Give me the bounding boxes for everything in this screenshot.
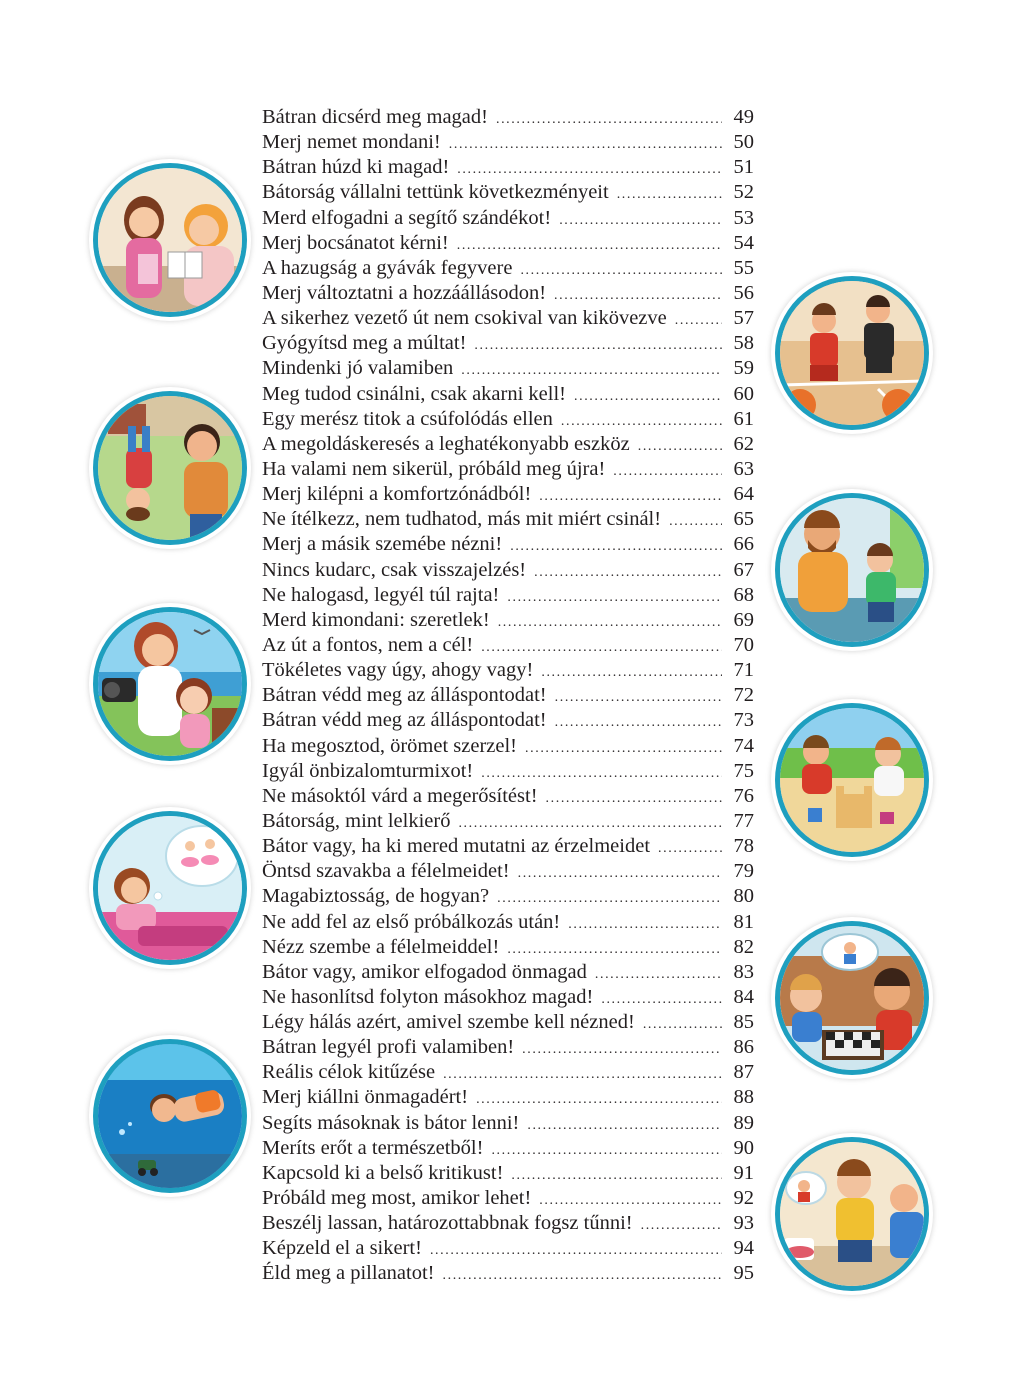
- toc-page-number: 53: [733, 206, 754, 229]
- toc-page-number: 57: [733, 307, 754, 330]
- toc-page-number: 65: [733, 508, 754, 531]
- toc-entry: [262, 256, 754, 281]
- toc-entry: [262, 1136, 754, 1161]
- illustration-girl-and-mother-reading: [98, 168, 242, 312]
- toc-entry: [262, 482, 754, 507]
- toc-entry-title: Képzeld el a sikert!: [262, 1237, 422, 1260]
- toc-page-number: 86: [733, 1036, 754, 1059]
- toc-dot-leader: [491, 1138, 722, 1163]
- toc-entry: [262, 708, 754, 733]
- camera-scene-image: [98, 612, 242, 756]
- toc-entry: [262, 407, 754, 432]
- toc-page-number: 63: [733, 457, 754, 480]
- toc-entry-title: Merd kimondani: szeretlek!: [262, 608, 490, 631]
- toc-entry-title: Az út a fontos, nem a cél!: [262, 633, 474, 656]
- illustration-mother-with-camera-and-girl: [98, 612, 242, 756]
- toc-entry: [262, 884, 754, 909]
- illustration-child-and-father-playing: [98, 396, 242, 540]
- toc-dot-leader: [641, 1213, 722, 1238]
- toc-page-number: 82: [733, 935, 754, 958]
- toc-entry: [262, 1060, 754, 1085]
- toc-page-number: 93: [733, 1212, 754, 1235]
- toc-page-number: 74: [733, 734, 754, 757]
- toc-entry-title: A sikerhez vezető út nem csokival van kikövezve: [262, 307, 667, 330]
- toc-entry: [262, 910, 754, 935]
- toc-entry-title: Mindenki jó valamiben: [262, 357, 454, 380]
- toc-dot-leader: [457, 157, 722, 182]
- toc-dot-leader: [613, 459, 722, 484]
- toc-dot-leader: [554, 283, 722, 308]
- reading-scene-image: [98, 168, 242, 312]
- toc-dot-leader: [595, 962, 722, 987]
- toc-entry: [262, 281, 754, 306]
- illustration-boy-thinking-with-friend: [780, 1142, 924, 1286]
- toc-dot-leader: [534, 560, 722, 585]
- toc-dot-leader: [561, 409, 722, 434]
- toc-dot-leader: [449, 132, 722, 157]
- toc-entry: [262, 834, 754, 859]
- toc-entry: [262, 180, 754, 205]
- toc-page-number: 90: [733, 1136, 754, 1159]
- toc-entry: [262, 1211, 754, 1236]
- toc-dot-leader: [546, 786, 722, 811]
- father-son-scene-image: [780, 498, 924, 642]
- toc-entry-title: Egy merész titok a csúfolódás ellen: [262, 407, 553, 430]
- toc-entry: [262, 1010, 754, 1035]
- toc-page-number: 58: [733, 332, 754, 355]
- toc-entry-title: Magabiztosság, de hogyan?: [262, 885, 490, 908]
- toc-dot-leader: [541, 660, 722, 685]
- toc-entry: [262, 1085, 754, 1110]
- toc-entry-title: Gyógyítsd meg a múltat!: [262, 332, 467, 355]
- toc-page-number: 59: [733, 357, 754, 380]
- toc-entry: [262, 382, 754, 407]
- toc-entry-title: Ne add fel az első próbálkozás után!: [262, 910, 561, 933]
- toc-entry: [262, 1236, 754, 1261]
- toc-page-number: 71: [733, 659, 754, 682]
- toc-dot-leader: [481, 761, 722, 786]
- toc-page-number: 81: [733, 910, 754, 933]
- toc-entry: [262, 658, 754, 683]
- toc-entry-title: Beszélj lassan, határozottabbnak fogsz tűnni!: [262, 1212, 633, 1235]
- toc-page-number: 73: [733, 709, 754, 732]
- toc-dot-leader: [496, 107, 722, 132]
- toc-entry: [262, 985, 754, 1010]
- toc-dot-leader: [539, 1188, 722, 1213]
- toc-entry-title: Bátor vagy, ha ki mered mutatni az érzelmeidet: [262, 835, 651, 858]
- toc-page-number: 67: [733, 558, 754, 581]
- toc-entry-title: Bátorság vállalni tettünk következményeit: [262, 181, 609, 204]
- toc-dot-leader: [675, 308, 722, 333]
- toc-dot-leader: [643, 1012, 722, 1037]
- toc-page-number: 85: [733, 1011, 754, 1034]
- toc-page-number: 92: [733, 1187, 754, 1210]
- toc-entry: [262, 532, 754, 557]
- toc-dot-leader: [457, 233, 722, 258]
- toc-entry: [262, 356, 754, 381]
- toc-entry-title: Bátran dicsérd meg magad!: [262, 106, 488, 128]
- toc-entry: [262, 331, 754, 356]
- toc-page-number: 49: [733, 106, 754, 128]
- illustration-boy-swimming-underwater: [98, 1044, 242, 1188]
- toc-entry-title: Merj változtatni a hozzáállásodon!: [262, 281, 547, 304]
- underwater-scene-image: [98, 1044, 242, 1188]
- illustration-father-and-son-sitting: [780, 498, 924, 642]
- toc-entry: [262, 206, 754, 231]
- toc-entry-title: Merj kiállni önmagadért!: [262, 1086, 469, 1109]
- toc-page-number: 91: [733, 1161, 754, 1184]
- toc-entry-title: Ha megosztod, örömet szerzel!: [262, 734, 518, 757]
- toc-dot-leader: [520, 258, 722, 283]
- toc-dot-leader: [474, 333, 722, 358]
- toc-dot-leader: [498, 610, 722, 635]
- toc-page-number: 55: [733, 256, 754, 279]
- toc-entry: [262, 231, 754, 256]
- toc-entry-title: Merj nemet mondani!: [262, 131, 441, 154]
- toc-page-number: 75: [733, 759, 754, 782]
- toc-entry-title: Meríts erőt a természetből!: [262, 1136, 484, 1159]
- toc-entry: [262, 583, 754, 608]
- toc-entry-title: Próbáld meg most, amikor lehet!: [262, 1187, 532, 1210]
- toc-dot-leader: [539, 484, 722, 509]
- toc-entry-title: Bátor vagy, amikor elfogadod önmagad: [262, 960, 587, 983]
- illustration-basketball-boys: [780, 281, 924, 425]
- toc-entry: [262, 1111, 754, 1136]
- toc-entry: [262, 130, 754, 155]
- toc-entry: [262, 457, 754, 482]
- toc-page-number: 68: [733, 583, 754, 606]
- toc-dot-leader: [638, 434, 722, 459]
- toc-entry-title: Bátran legyél profi valamiben!: [262, 1036, 515, 1059]
- toc-dot-leader: [507, 585, 722, 610]
- illustration-children-building-sandcastle: [780, 708, 924, 852]
- toc-dot-leader: [518, 861, 722, 886]
- toc-dot-leader: [461, 358, 722, 383]
- toc-entry: [262, 734, 754, 759]
- toc-entry-title: Merj bocsánatot kérni!: [262, 231, 449, 254]
- toc-dot-leader: [507, 937, 722, 962]
- toc-page-number: 89: [733, 1111, 754, 1134]
- toc-dot-leader: [510, 534, 722, 559]
- thinking-scene-image: [780, 1142, 924, 1286]
- sandcastle-scene-image: [780, 708, 924, 852]
- toc-dot-leader: [555, 710, 722, 735]
- chess-scene-image: [780, 926, 924, 1070]
- toc-dot-leader: [443, 1062, 722, 1087]
- toc-entry-title: Ne ítélkezz, nem tudhatod, más mit miért csinál!: [262, 508, 662, 531]
- toc-entry: [262, 1186, 754, 1211]
- ballet-dream-image: [98, 816, 242, 960]
- toc-entry: [262, 784, 754, 809]
- toc-entry-title: Bátran húzd ki magad!: [262, 156, 450, 179]
- toc-entry-title: Segíts másoknak is bátor lenni!: [262, 1111, 520, 1134]
- toc-entry: [262, 633, 754, 658]
- toc-dot-leader: [525, 736, 722, 761]
- toc-page-number: 76: [733, 784, 754, 807]
- toc-entry-title: Tökéletes vagy úgy, ahogy vagy!: [262, 659, 534, 682]
- toc-entry-title: Bátorság, mint lelkierő: [262, 809, 451, 832]
- toc-entry: [262, 960, 754, 985]
- toc-page-number: 72: [733, 684, 754, 707]
- toc-dot-leader: [555, 685, 722, 710]
- toc-entry-title: Ne másoktól várd a megerősítést!: [262, 784, 538, 807]
- toc-entry-title: A megoldáskeresés a leghatékonyabb eszköz: [262, 432, 630, 455]
- toc-page-number: 56: [733, 281, 754, 304]
- play-scene-image: [98, 396, 242, 540]
- illustration-girl-dreaming-of-ballet: [98, 816, 242, 960]
- toc-dot-leader: [658, 836, 722, 861]
- toc-page-number: 50: [733, 131, 754, 154]
- toc-page-number: 66: [733, 533, 754, 556]
- toc-dot-leader: [522, 1037, 722, 1062]
- toc-page-number: 54: [733, 231, 754, 254]
- toc-dot-leader: [527, 1113, 722, 1138]
- toc-dot-leader: [443, 1263, 723, 1288]
- toc-entry-title: Öntsd szavakba a félelmeidet!: [262, 860, 510, 883]
- toc-entry-title: Légy hálás azért, amivel szembe kell nézned!: [262, 1011, 635, 1034]
- toc-page-number: 62: [733, 432, 754, 455]
- toc-entry-title: Nincs kudarc, csak visszajelzés!: [262, 558, 527, 581]
- toc-page-number: 64: [733, 483, 754, 506]
- toc-entry-title: Igyál önbizalomturmixot!: [262, 759, 474, 782]
- toc-entry: [262, 507, 754, 532]
- toc-page-number: 94: [733, 1237, 754, 1260]
- toc-entry-title: Ha valami nem sikerül, próbáld meg újra!: [262, 457, 606, 480]
- toc-entry-title: Meg tudod csinálni, csak akarni kell!: [262, 382, 566, 405]
- toc-page-number: 52: [733, 181, 754, 204]
- toc-page-number: 69: [733, 608, 754, 631]
- toc-page-number: 77: [733, 809, 754, 832]
- toc-entry: [262, 558, 754, 583]
- toc-entry-title: Merj kilépni a komfortzónádból!: [262, 483, 532, 506]
- toc-entry: [262, 935, 754, 960]
- toc-page-number: 60: [733, 382, 754, 405]
- toc-page-number: 83: [733, 960, 754, 983]
- toc-dot-leader: [476, 1087, 722, 1112]
- toc-entry-title: Éld meg a pillanatot!: [262, 1262, 435, 1285]
- toc-page-number: 78: [733, 835, 754, 858]
- table-of-contents: [262, 105, 754, 1287]
- toc-dot-leader: [458, 811, 722, 836]
- toc-page-number: 88: [733, 1086, 754, 1109]
- toc-entry: [262, 155, 754, 180]
- toc-page-number: 51: [733, 156, 754, 179]
- toc-page-number: 95: [733, 1262, 754, 1285]
- toc-entry: [262, 306, 754, 331]
- toc-entry: [262, 1161, 754, 1186]
- toc-page-number: 84: [733, 985, 754, 1008]
- toc-entry: [262, 809, 754, 834]
- toc-entry: [262, 105, 754, 130]
- toc-page-number: 70: [733, 633, 754, 656]
- toc-dot-leader: [559, 208, 722, 233]
- toc-entry: [262, 759, 754, 784]
- toc-dot-leader: [669, 509, 722, 534]
- toc-entry: [262, 432, 754, 457]
- illustration-chess-with-father: [780, 926, 924, 1070]
- toc-entry: [262, 859, 754, 884]
- toc-entry-title: Reális célok kitűzése: [262, 1061, 436, 1084]
- toc-dot-leader: [481, 635, 722, 660]
- toc-entry-title: Ne hasonlítsd folyton másokhoz magad!: [262, 985, 594, 1008]
- toc-dot-leader: [430, 1238, 722, 1263]
- toc-entry-title: Kapcsold ki a belső kritikust!: [262, 1161, 504, 1184]
- toc-dot-leader: [617, 182, 722, 207]
- toc-page-number: 79: [733, 860, 754, 883]
- toc-entry: [262, 683, 754, 708]
- toc-entry-title: Merd elfogadni a segítő szándékot!: [262, 206, 552, 229]
- basketball-scene-image: [780, 281, 924, 425]
- toc-entry: [262, 608, 754, 633]
- toc-entry-title: Bátran védd meg az álláspontodat!: [262, 709, 547, 732]
- toc-page-number: 61: [733, 407, 754, 430]
- toc-entry-title: Ne halogasd, legyél túl rajta!: [262, 583, 500, 606]
- toc-dot-leader: [568, 912, 722, 937]
- toc-page-number: 87: [733, 1061, 754, 1084]
- toc-page-number: 80: [733, 885, 754, 908]
- toc-entry-title: A hazugság a gyávák fegyvere: [262, 256, 513, 279]
- toc-entry: [262, 1261, 754, 1286]
- toc-entry-title: Merj a másik szemébe nézni!: [262, 533, 503, 556]
- toc-dot-leader: [511, 1163, 722, 1188]
- toc-entry: [262, 1035, 754, 1060]
- toc-entry-title: Nézz szembe a félelmeiddel!: [262, 935, 500, 958]
- toc-dot-leader: [574, 384, 722, 409]
- toc-dot-leader: [601, 987, 722, 1012]
- toc-entry-title: Bátran védd meg az álláspontodat!: [262, 684, 547, 707]
- toc-dot-leader: [497, 886, 722, 911]
